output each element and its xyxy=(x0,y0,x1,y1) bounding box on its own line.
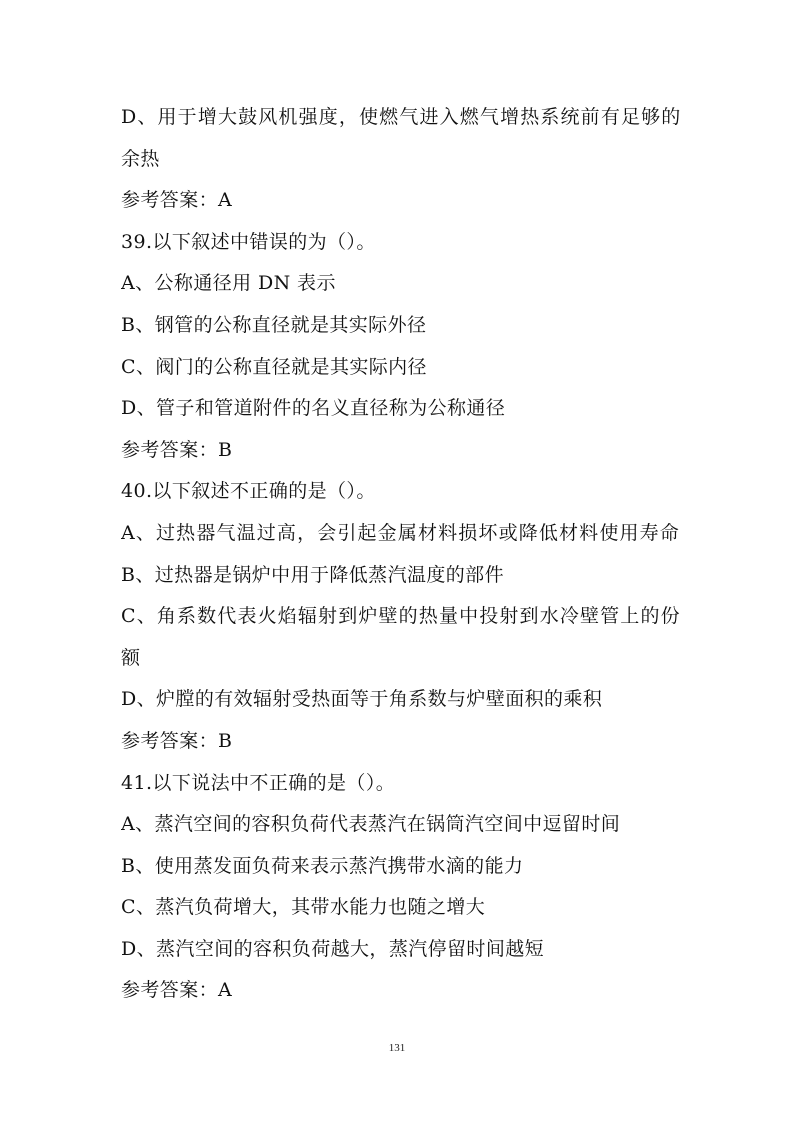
question-41-option-a: A、蒸汽空间的容积负荷代表蒸汽在锅筒汽空间中逗留时间 xyxy=(121,813,621,836)
question-41-answer: 参考答案：A xyxy=(121,979,233,1002)
question-40-option-d: D、炉膛的有效辐射受热面等于角系数与炉壁面积的乘积 xyxy=(121,688,603,711)
question-40-answer: 参考答案：B xyxy=(121,729,233,752)
question-40-option-c-continuation: 额 xyxy=(121,646,141,669)
page-content xyxy=(121,101,681,1016)
option-d-line: D、用于增大鼓风机强度，使燃气进入燃气增热系统前有足够的 xyxy=(121,106,681,128)
question-39: 39.以下叙述中错误的为（）。 xyxy=(121,230,376,253)
question-40: 40.以下叙述不正确的是（）。 xyxy=(121,480,376,503)
question-39-option-b: B、钢管的公称直径就是其实际外径 xyxy=(121,313,427,336)
question-40-option-a: A、过热器气温过高，会引起金属材料损坏或降低材料使用寿命 xyxy=(121,521,680,544)
page-number: 131 xyxy=(388,1042,406,1054)
question-40-option-b: B、过热器是锅炉中用于降低蒸汽温度的部件 xyxy=(121,563,504,586)
question-39-answer: 参考答案：B xyxy=(121,438,233,461)
option-d-continuation: 余热 xyxy=(121,147,160,170)
answer-line: 参考答案：A xyxy=(121,189,233,212)
question-39-option-a: A、公称通径用 DN 表示 xyxy=(121,272,336,295)
question-41: 41.以下说法中不正确的是（）。 xyxy=(121,771,396,794)
question-41-option-c: C、蒸汽负荷增大，其带水能力也随之增大 xyxy=(121,896,486,919)
question-39-option-d: D、管子和管道附件的名义直径称为公称通径 xyxy=(121,397,506,420)
question-41-option-d: D、蒸汽空间的容积负荷越大，蒸汽停留时间越短 xyxy=(121,937,545,960)
question-39-option-c: C、阀门的公称直径就是其实际内径 xyxy=(121,355,427,378)
question-40-option-c: C、角系数代表火焰辐射到炉壁的热量中投射到水冷壁管上的份 xyxy=(121,605,681,628)
question-41-option-b: B、使用蒸发面负荷来表示蒸汽携带水滴的能力 xyxy=(121,854,524,877)
